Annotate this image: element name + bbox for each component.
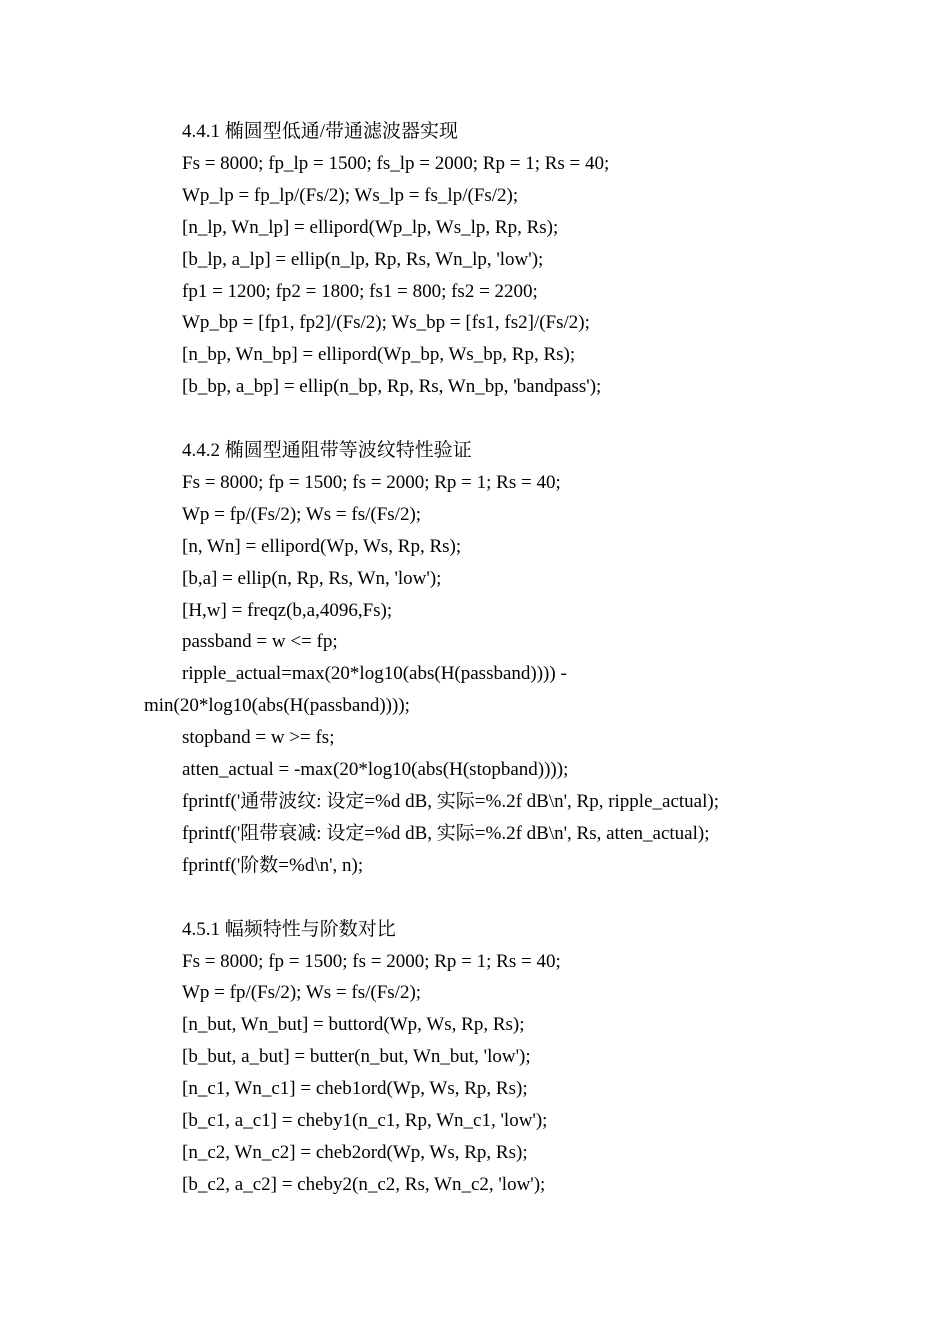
code-line: passband = w <= fp; xyxy=(182,631,338,653)
code-line: fp1 = 1200; fp2 = 1800; fs1 = 800; fs2 = 2200; xyxy=(182,280,538,302)
code-line: Fs = 8000; fp = 1500; fs = 2000; Rp = 1; Rs = 40; xyxy=(182,471,561,493)
section-4-4-1 xyxy=(144,116,764,403)
code-line: Wp = fp/(Fs/2); Ws = fs/(Fs/2); xyxy=(182,982,422,1004)
code-line: Wp_lp = fp_lp/(Fs/2); Ws_lp = fs_lp/(Fs/2); xyxy=(182,184,519,206)
code-line: Fs = 8000; fp_lp = 1500; fs_lp = 2000; Rp = 1; Rs = 40; xyxy=(182,152,610,174)
code-line: fprintf('阻带衰减: 设定=%d dB, 实际=%.2f dB\n', Rs, atten_actual); xyxy=(182,822,710,844)
code-line: Fs = 8000; fp = 1500; fs = 2000; Rp = 1; Rs = 40; xyxy=(182,950,561,972)
section-heading: 4.5.1 幅频特性与阶数对比 xyxy=(182,918,396,940)
code-line: atten_actual = -max(20*log10(abs(H(stopband)))); xyxy=(182,759,569,781)
code-line: [n, Wn] = ellipord(Wp, Ws, Rp, Rs); xyxy=(182,535,462,557)
section-heading: 4.4.1 椭圆型低通/带通滤波器实现 xyxy=(182,121,459,142)
section-4-4-2 xyxy=(144,435,764,882)
code-line: [H,w] = freqz(b,a,4096,Fs); xyxy=(182,599,393,621)
code-line: [b_bp, a_bp] = ellip(n_bp, Rp, Rs, Wn_bp, 'bandpass'); xyxy=(182,376,602,398)
code-line: [n_c2, Wn_c2] = cheb2ord(Wp, Ws, Rp, Rs); xyxy=(182,1141,528,1163)
code-line: [n_but, Wn_but] = buttord(Wp, Ws, Rp, Rs); xyxy=(182,1014,525,1036)
code-line: fprintf('阶数=%d\n', n); xyxy=(182,854,364,876)
section-heading: 4.4.2 椭圆型通阻带等波纹特性验证 xyxy=(182,440,472,462)
code-line: [b_lp, a_lp] = ellip(n_lp, Rp, Rs, Wn_lp, 'low'); xyxy=(182,248,544,270)
code-line: fprintf('通带波纹: 设定=%d dB, 实际=%.2f dB\n', Rp, ripple_actual); xyxy=(182,791,719,813)
code-line: [b_c2, a_c2] = cheby2(n_c2, Rs, Wn_c2, 'low'); xyxy=(182,1173,546,1195)
code-line: [b_c1, a_c1] = cheby1(n_c1, Rp, Wn_c1, 'low'); xyxy=(182,1110,548,1132)
code-line: Wp_bp = [fp1, fp2]/(Fs/2); Ws_bp = [fs1, fs2]/(Fs/2); xyxy=(182,312,590,334)
blank-line xyxy=(144,403,764,435)
code-line: [n_bp, Wn_bp] = ellipord(Wp_bp, Ws_bp, Rp, Rs); xyxy=(182,344,576,366)
code-line: [n_lp, Wn_lp] = ellipord(Wp_lp, Ws_lp, Rp, Rs); xyxy=(182,216,559,238)
code-line: [b_but, a_but] = butter(n_but, Wn_but, 'low'); xyxy=(182,1046,531,1068)
blank-line xyxy=(144,882,764,914)
code-line: ripple_actual=max(20*log10(abs(H(passband)))) - min(20*log10(abs(H(passband)))); xyxy=(144,663,572,717)
code-line: stopband = w >= fs; xyxy=(182,727,335,749)
code-line: [b,a] = ellip(n, Rp, Rs, Wn, 'low'); xyxy=(182,567,442,589)
code-line: Wp = fp/(Fs/2); Ws = fs/(Fs/2); xyxy=(182,503,422,525)
section-4-5-1 xyxy=(144,914,764,1201)
code-line: [n_c1, Wn_c1] = cheb1ord(Wp, Ws, Rp, Rs); xyxy=(182,1078,528,1100)
document-body xyxy=(144,116,764,1201)
